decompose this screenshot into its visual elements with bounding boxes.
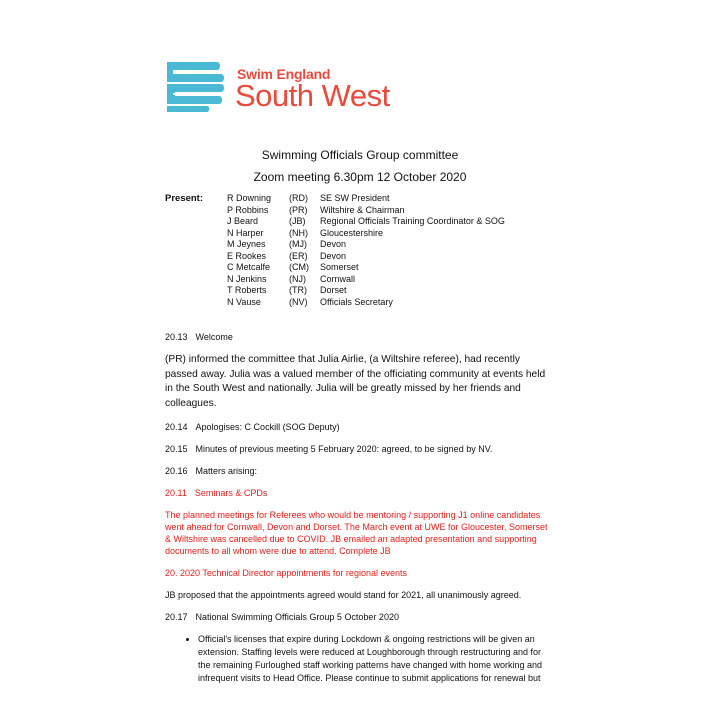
attendee-role: SE SW President — [320, 193, 390, 203]
minutes-body — [165, 331, 555, 685]
item-text: Apologises: C Cockill (SOG Deputy) — [195, 422, 340, 432]
attendee-initials: (CM) — [289, 262, 309, 272]
document-subtitle: Zoom meeting 6.30pm 12 October 2020 — [253, 170, 467, 184]
wave-logo-icon — [165, 60, 225, 114]
bullet-list — [165, 633, 555, 685]
attendee-name: T Roberts — [227, 285, 267, 295]
attendee-row — [165, 228, 585, 240]
item-number: 20.16 — [165, 466, 188, 476]
attendee-row — [165, 193, 585, 205]
item-national-group — [165, 611, 555, 623]
attendee-name: C Metcalfe — [227, 262, 271, 272]
attendee-role: Regional Officials Training Coordinator & SOG — [320, 216, 505, 226]
attendee-initials: (NH) — [289, 227, 308, 238]
list-item: • Official's licenses that expire during Lockdown & ongoing restrictions will be given an extension. Staffing levels were reduced at Loughborough through restructuring and for the remaining Furloughed staff working patterns have changed with home working and infrequent visits to Head Office. Please continue to submit applications for renewal but — [198, 633, 555, 685]
item-number: 20.15 — [165, 444, 188, 454]
item-heading: Seminars & CPDs — [194, 488, 268, 498]
attendee-name: E Rookes — [227, 250, 267, 261]
item-heading: Welcome — [195, 332, 233, 342]
item-welcome-heading — [165, 331, 555, 343]
item-text: Minutes of previous meeting 5 February 2020: agreed, to be signed by NV. — [195, 444, 493, 454]
attendee-initials: (MJ) — [289, 239, 307, 249]
present-label: Present: — [165, 193, 204, 204]
item-number: 20.11 — [165, 488, 187, 498]
attendee-role: Officials Secretary — [320, 296, 393, 307]
attendee-row — [165, 285, 585, 297]
attendee-name: J Beard — [227, 216, 259, 226]
attendee-role: Dorset — [320, 285, 347, 295]
item-seminars-heading — [165, 487, 555, 499]
item-number: 20.17 — [165, 612, 188, 622]
logo-brand-text: Swim England — [237, 66, 331, 82]
attendee-initials: (PR) — [289, 204, 308, 215]
attendee-row — [165, 251, 585, 263]
item-matters-arising — [165, 465, 555, 477]
attendee-initials: (JB) — [289, 216, 306, 226]
item-text: Matters arising: — [195, 466, 258, 476]
attendee-initials: (TR) — [289, 285, 307, 295]
attendee-role: Devon — [320, 239, 347, 249]
item-text: National Swimming Officials Group 5 October 2020 — [195, 612, 399, 622]
attendee-role: Wiltshire & Chairman — [320, 204, 405, 215]
attendee-row — [165, 262, 585, 274]
attendee-role: Gloucestershire — [320, 227, 384, 238]
item-apologies — [165, 421, 555, 433]
attendee-role: Cornwall — [320, 273, 356, 284]
item-previous-minutes — [165, 443, 555, 455]
logo-region-text: South West — [235, 78, 390, 113]
attendee-name: N Vause — [227, 296, 261, 307]
attendee-initials: (NJ) — [289, 273, 306, 284]
attendee-initials: (RD) — [289, 193, 308, 203]
attendee-name: P Robbins — [227, 204, 269, 215]
item-number: 20.14 — [165, 422, 188, 432]
technical-director-heading: 20. 2020 Technical Director appointments for regional events — [165, 568, 407, 578]
seminars-paragraph: The planned meetings for Referees who would be mentoring / supporting J1 online candidates went ahead for Cornwall, Devon and Dorset. The March event at UWE for Gloucester, Somerset & Wiltshire was cancelled due to COVID. JB emailed an adapted presentation and supporting documents to all whom were due to attend. Complete JB — [165, 510, 548, 556]
attendee-list — [165, 193, 585, 308]
attendee-initials: (ER) — [289, 250, 308, 261]
attendee-row — [165, 297, 585, 309]
technical-director-paragraph: JB proposed that the appointments agreed would stand for 2021, all unanimously agreed. — [165, 590, 522, 600]
attendee-row — [165, 216, 585, 228]
document-title: Swimming Officials Group committee — [261, 148, 459, 162]
item-number: 20.13 — [165, 332, 188, 342]
attendee-name: N Harper — [227, 227, 264, 238]
attendee-role: Somerset — [320, 262, 359, 272]
attendee-row — [165, 239, 585, 251]
attendee-row — [165, 205, 585, 217]
attendee-name: R Downing — [227, 193, 272, 203]
attendee-name: N Jenkins — [227, 273, 267, 284]
attendee-role: Devon — [320, 250, 347, 261]
attendee-row — [165, 274, 585, 286]
welcome-paragraph: (PR) informed the committee that Julia Airlie, (a Wiltshire referee), had recently passed away. Julia was a valued member of the officiating community at events held in the South West and nationally. Julia will be greatly missed by her friends and colleagues. — [165, 354, 546, 409]
attendee-name: M Jeynes — [227, 239, 266, 249]
attendee-initials: (NV) — [289, 296, 308, 307]
